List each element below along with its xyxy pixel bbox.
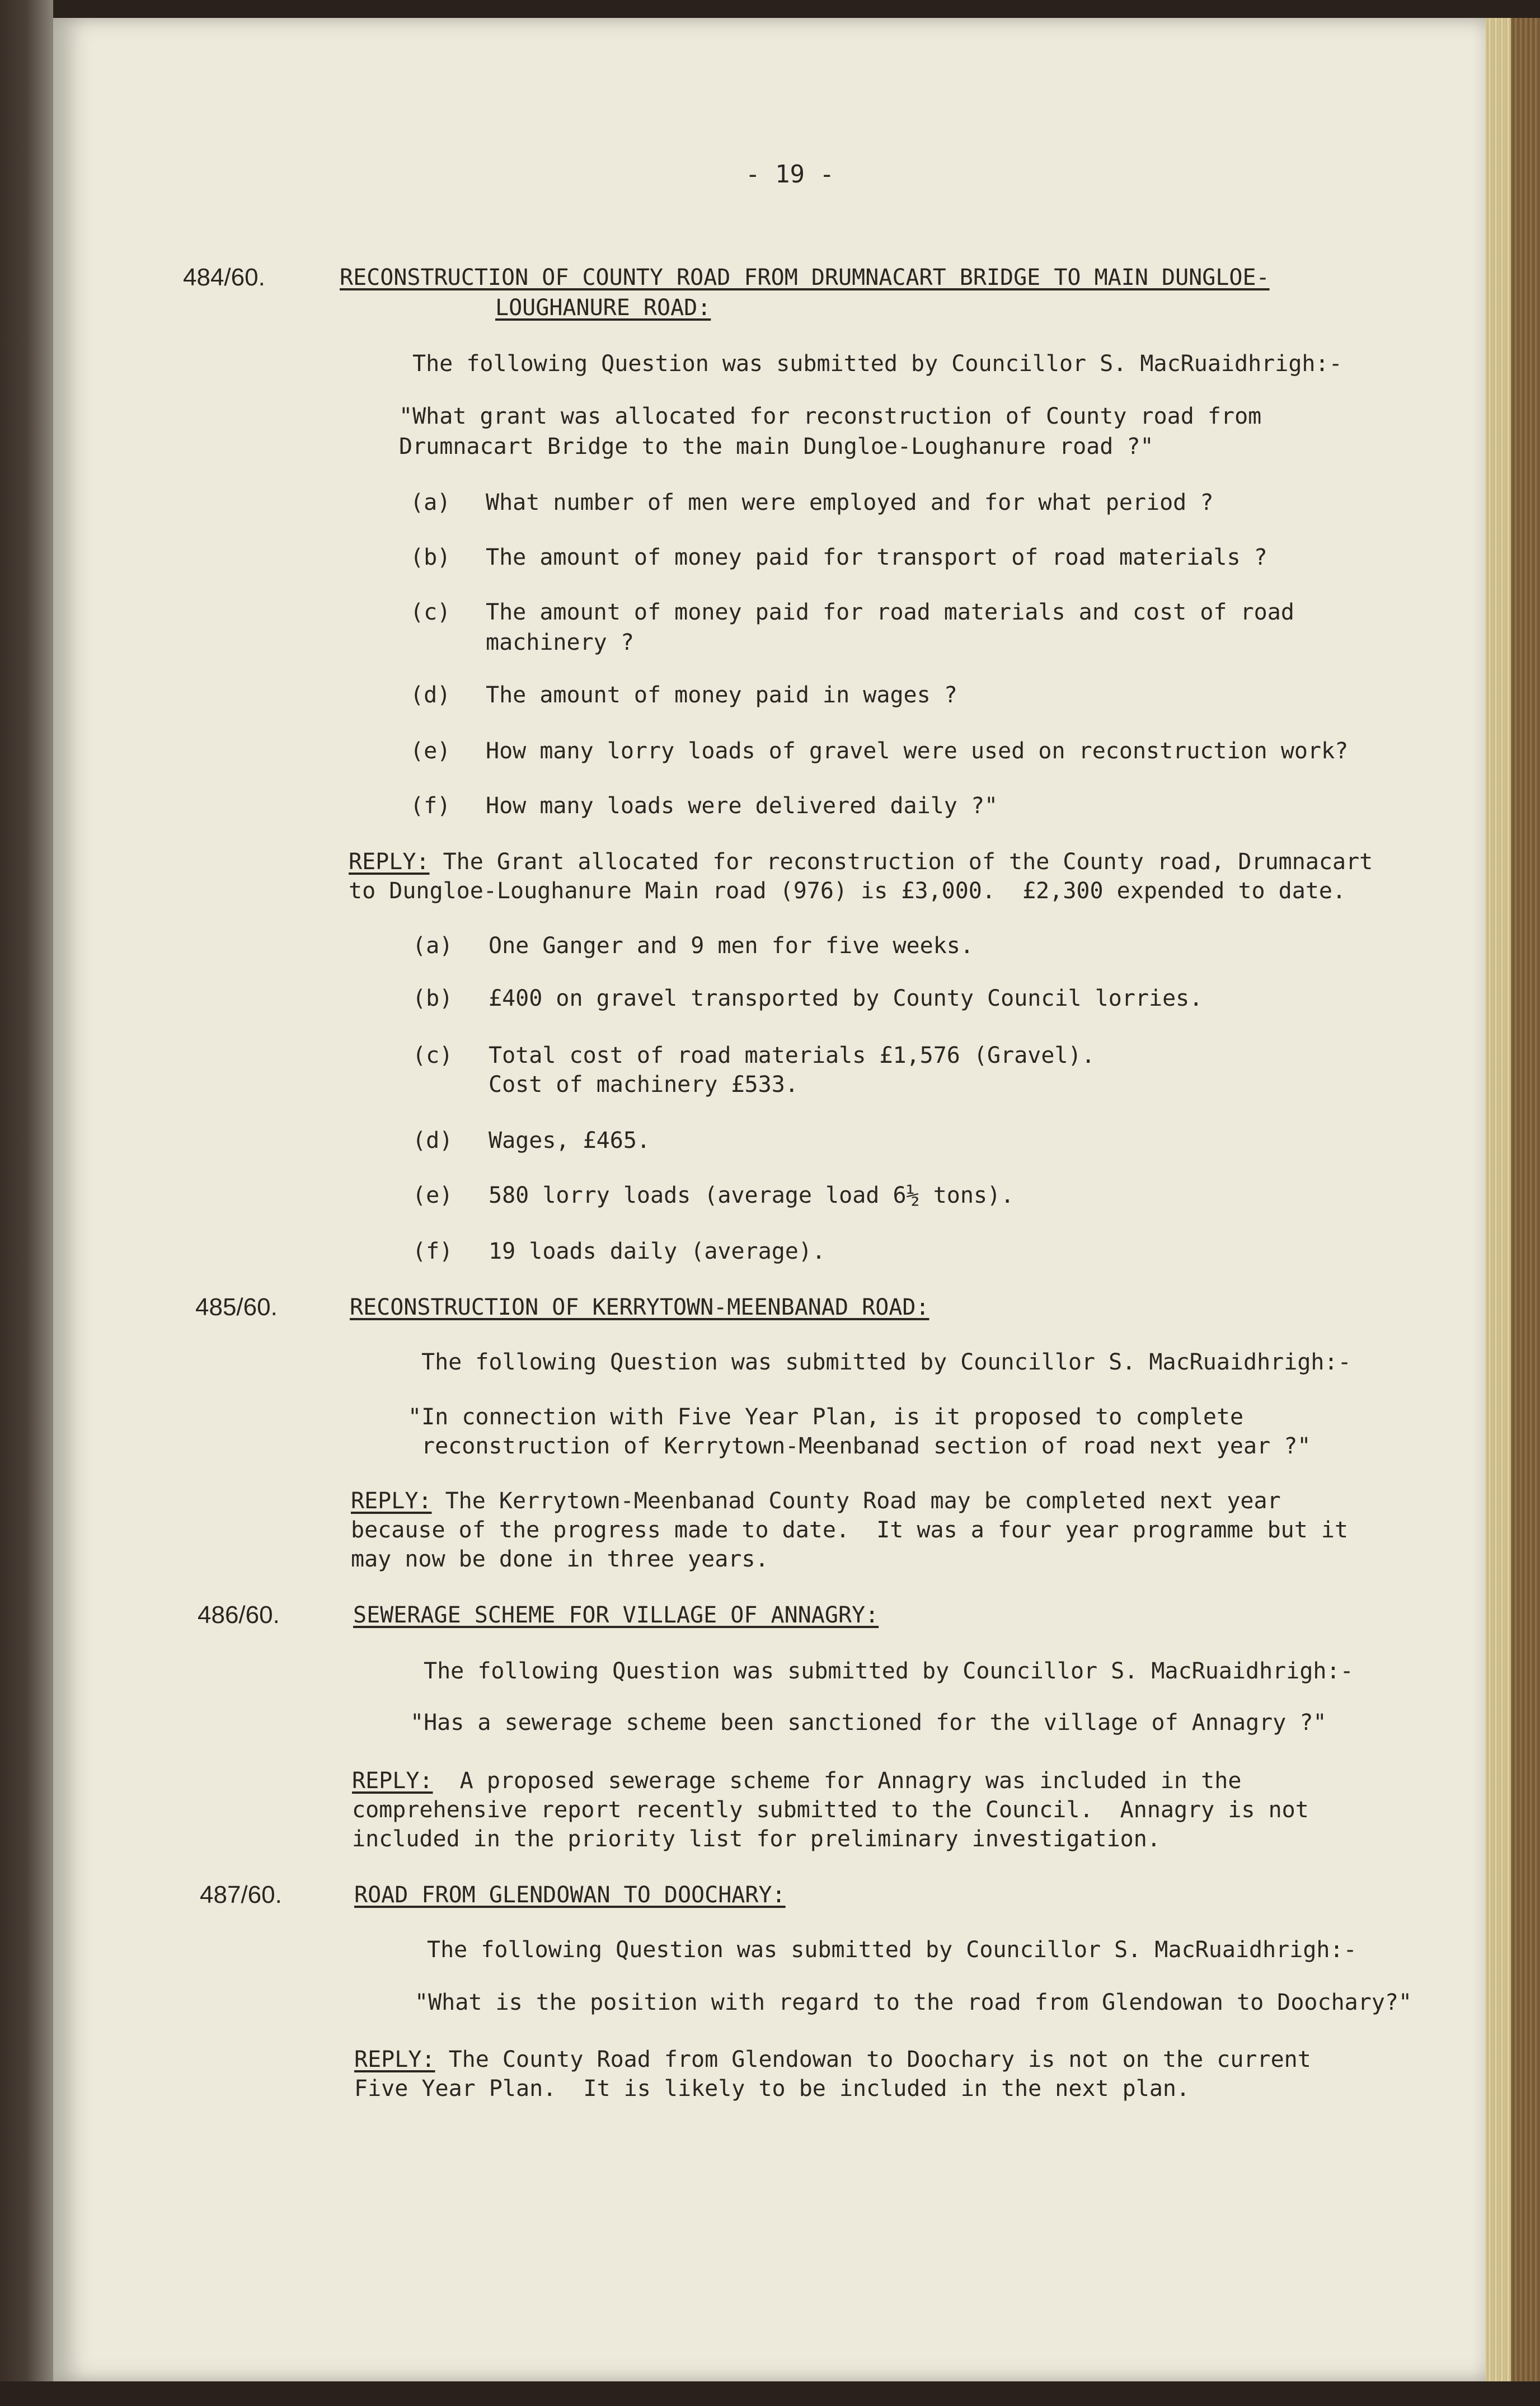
reply-text: The County Road from Glendowan to Doochary is not on the current — [435, 2047, 1311, 2072]
sub-reply-text: Cost of machinery £533. — [489, 1072, 799, 1098]
reply-text: to Dungloe-Loughanure Main road (976) is £3,000. £2,300 expended to date. — [349, 878, 1346, 904]
sub-question-text: machinery ? — [486, 630, 634, 655]
reply-text: included in the priority list for preliminary investigation. — [352, 1826, 1161, 1852]
sub-reply-label: (d) — [412, 1128, 453, 1153]
sub-question-text: The amount of money paid for transport of road materials ? — [486, 545, 1267, 570]
sub-reply-text: 580 lorry loads (average load 6½ tons). — [489, 1183, 1015, 1208]
reply-text: The Grant allocated for reconstruction of the County road, Drumnacart — [429, 849, 1373, 875]
question-intro: The following Question was submitted by Councillor S. MacRuaidhrigh:- — [412, 351, 1342, 377]
item-heading-continued: LOUGHANURE ROAD: — [495, 295, 711, 321]
reply-label: REPLY: — [354, 2047, 435, 2072]
reply-block — [351, 1488, 1281, 1514]
question-text: "In connection with Five Year Plan, is it proposed to complete — [408, 1404, 1244, 1430]
item-heading: RECONSTRUCTION OF KERRYTOWN-MEENBANAD ROAD: — [350, 1295, 929, 1320]
left-binding-edge — [0, 0, 53, 2406]
page-number: - 19 - — [745, 160, 834, 189]
top-binding-edge — [0, 0, 1540, 18]
question-text: reconstruction of Kerrytown-Meenbanad section of road next year ?" — [421, 1433, 1311, 1459]
sub-question-text: How many loads were delivered daily ?" — [486, 793, 998, 819]
sub-reply-label: (e) — [412, 1183, 453, 1208]
reply-text: because of the progress made to date. It was a four year programme but it — [351, 1517, 1349, 1543]
reply-text: Five Year Plan. It is likely to be included in the next plan. — [354, 2076, 1190, 2102]
sub-reply-text: One Ganger and 9 men for five weeks. — [489, 933, 974, 959]
question-text: Drumnacart Bridge to the main Dungloe-Loughanure road ?" — [399, 434, 1154, 459]
question-text: "What is the position with regard to the road from Glendowan to Doochary?" — [415, 1990, 1412, 2015]
item-number: 484/60. — [183, 264, 265, 291]
reply-text: The Kerrytown-Meenbanad County Road may be completed next year — [431, 1488, 1281, 1514]
reply-text: may now be done in three years. — [351, 1546, 769, 1572]
reply-text: A proposed sewerage scheme for Annagry was included in the — [433, 1768, 1242, 1794]
question-text: "Has a sewerage scheme been sanctioned for the village of Annagry ?" — [410, 1710, 1327, 1736]
sub-reply-text: 19 loads daily (average). — [489, 1239, 826, 1264]
question-intro: The following Question was submitted by Councillor S. MacRuaidhrigh:- — [427, 1937, 1357, 1963]
item-heading: ROAD FROM GLENDOWAN TO DOOCHARY: — [354, 1882, 786, 1908]
sub-reply-label: (a) — [412, 933, 453, 959]
sub-reply-text: £400 on gravel transported by County Council lorries. — [489, 986, 1203, 1011]
reply-block — [349, 848, 1373, 875]
sub-question-text: The amount of money paid in wages ? — [486, 682, 957, 708]
sub-question-text: The amount of money paid for road materials and cost of road — [486, 599, 1294, 625]
question-intro: The following Question was submitted by Councillor S. MacRuaidhrigh:- — [424, 1658, 1354, 1684]
sub-reply-label: (b) — [412, 986, 453, 1011]
reply-label: REPLY: — [352, 1768, 433, 1794]
reply-label: REPLY: — [349, 849, 430, 875]
sub-reply-text: Wages, £465. — [489, 1128, 650, 1153]
item-heading: RECONSTRUCTION OF COUNTY ROAD FROM DRUMNACART BRIDGE TO MAIN DUNGLOE- — [340, 265, 1270, 290]
sub-question-text: How many lorry loads of gravel were used on reconstruction work? — [486, 738, 1349, 764]
sub-question-label: (d) — [410, 682, 451, 708]
sub-reply-text: Total cost of road materials £1,576 (Gravel). — [489, 1043, 1095, 1068]
reply-label: REPLY: — [351, 1488, 432, 1514]
sub-reply-label: (f) — [412, 1239, 453, 1264]
document-page — [53, 18, 1486, 2381]
question-text: "What grant was allocated for reconstruction of County road from — [399, 404, 1262, 429]
sub-question-label: (f) — [410, 793, 451, 819]
book-cover-edge — [1511, 18, 1540, 2381]
sub-question-label: (e) — [410, 738, 451, 764]
item-heading: SEWERAGE SCHEME FOR VILLAGE OF ANNAGRY: — [353, 1602, 879, 1628]
sub-question-label: (a) — [410, 490, 451, 515]
sub-question-text: What number of men were employed and for what period ? — [486, 490, 1214, 515]
item-number: 487/60. — [200, 1881, 282, 1908]
reply-block — [352, 1767, 1241, 1794]
item-number: 486/60. — [198, 1601, 280, 1629]
item-number: 485/60. — [195, 1293, 278, 1321]
sub-reply-label: (c) — [412, 1043, 453, 1068]
reply-text: comprehensive report recently submitted to the Council. Annagry is not — [352, 1797, 1309, 1823]
sub-question-label: (c) — [410, 599, 451, 625]
question-intro: The following Question was submitted by Councillor S. MacRuaidhrigh:- — [421, 1349, 1351, 1375]
bottom-binding-edge — [0, 2381, 1540, 2406]
reply-block — [354, 2046, 1311, 2073]
sub-question-label: (b) — [410, 545, 451, 570]
